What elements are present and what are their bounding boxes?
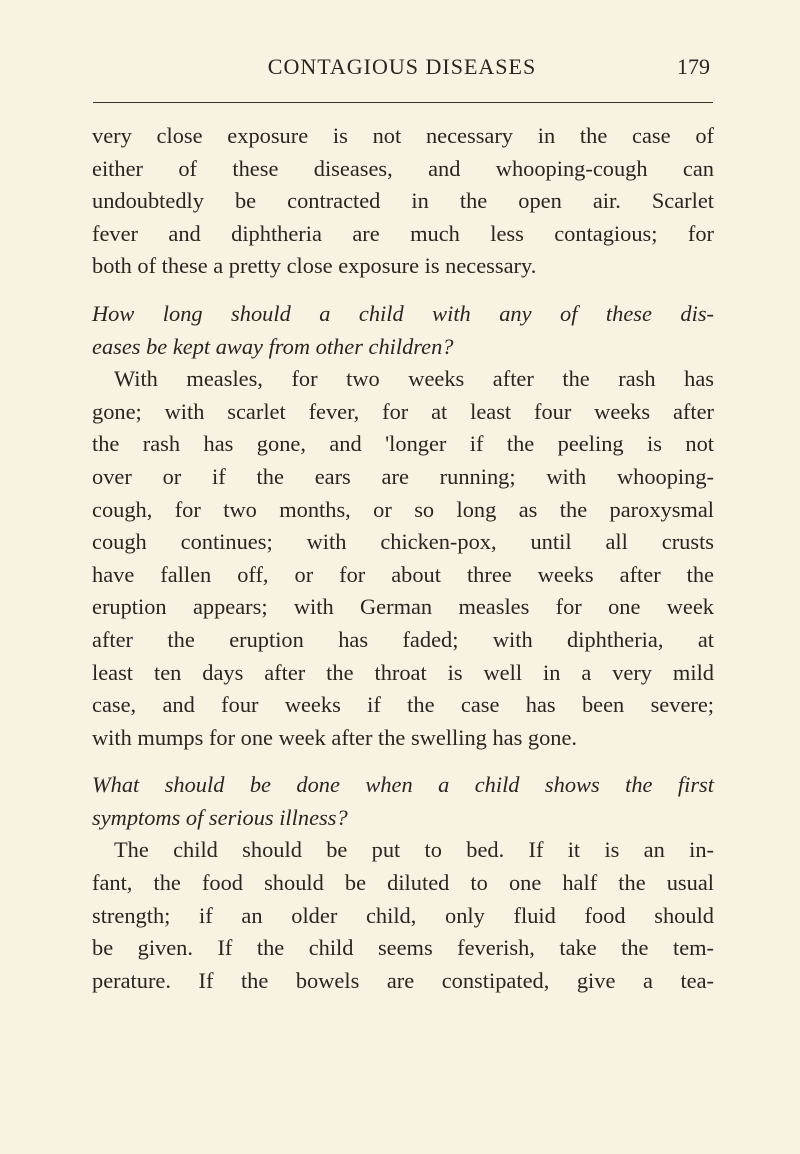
answer-paragraph — [92, 363, 714, 754]
text-line: eases be kept away from other children? — [92, 333, 454, 359]
text-line: least ten days after the throat is well in a very mild — [92, 659, 714, 685]
text-line: cough, for two months, or so long as the paroxysmal — [92, 496, 714, 522]
question-heading — [92, 769, 714, 834]
text-line: With measles, for two weeks after the rash has — [114, 366, 714, 392]
text-line: over or if the ears are running; with whooping- — [92, 463, 714, 489]
text-line: both of these a pretty close exposure is necessary. — [92, 253, 537, 279]
running-head: CONTAGIOUS DISEASES — [267, 54, 537, 79]
text-line: eruption appears; with German measles for one week — [92, 594, 714, 620]
paragraph-gap — [92, 754, 714, 769]
text-line: after the eruption has faded; with diphtheria, at — [92, 626, 714, 652]
text-line: cough continues; with chicken-pox, until all crusts — [92, 529, 714, 555]
text-line: very close exposure is not necessary in the case of — [92, 123, 714, 148]
answer-paragraph — [92, 834, 714, 997]
page-header — [92, 54, 712, 86]
text-line: symptoms of serious illness? — [92, 804, 348, 830]
text-line: perature. If the bowels are constipated, give a tea- — [92, 967, 714, 993]
text-line: fant, the food should be diluted to one half the usual — [92, 870, 714, 896]
paragraph — [92, 120, 714, 283]
question-heading — [92, 298, 714, 363]
text-line: The child should be put to bed. If it is an in- — [114, 837, 714, 863]
header-rule — [93, 102, 713, 103]
text-line: fever and diphtheria are much less contagious; for — [92, 220, 714, 246]
text-line: strength; if an older child, only fluid food should — [92, 902, 714, 928]
text-line: gone; with scarlet fever, for at least four weeks after — [92, 398, 714, 424]
text-line: undoubtedly be contracted in the open air. Scarlet — [92, 188, 714, 214]
text-line: How long should a child with any of these dis- — [92, 300, 714, 326]
text-line: be given. If the child seems feverish, take the tem- — [92, 935, 714, 961]
text-line: either of these diseases, and whooping-cough can — [92, 155, 714, 181]
paragraph-gap — [92, 283, 714, 298]
text-line: with mumps for one week after the swelling has gone. — [92, 724, 578, 750]
text-line: the rash has gone, and 'longer if the peeling is not — [92, 431, 714, 457]
page-number: 179 — [677, 54, 710, 79]
text-line: have fallen off, or for about three weeks after the — [92, 561, 714, 587]
text-line: What should be done when a child shows the first — [92, 772, 714, 798]
text-line: case, and four weeks if the case has been severe; — [92, 692, 714, 718]
body-text — [92, 120, 714, 997]
